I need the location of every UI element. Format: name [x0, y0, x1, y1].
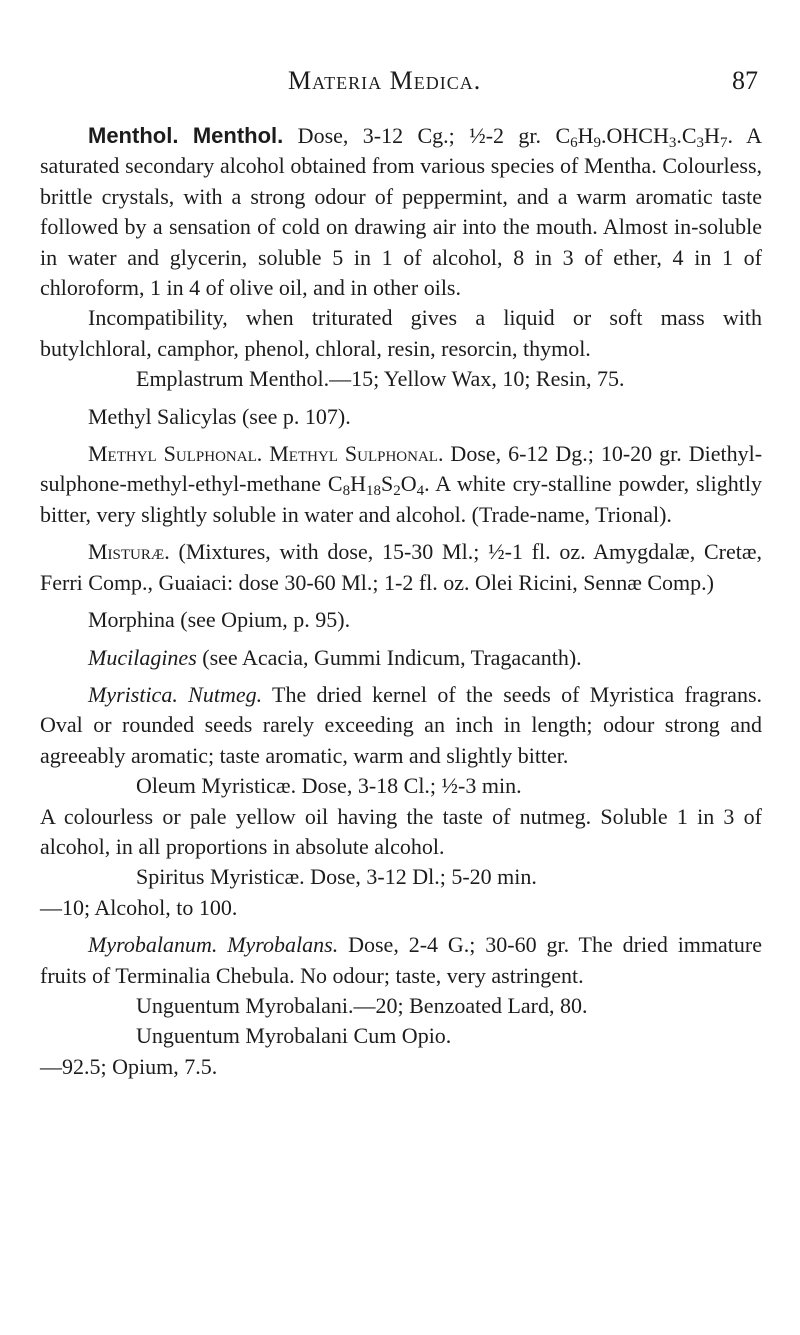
paragraph-cum-opio-composition: —92.5; Opium, 7.5. — [40, 1053, 218, 1079]
paragraph-unguentum-myrobalani: Unguentum Myrobalani.—20; Benzoated Lard, 80. — [136, 992, 588, 1018]
menthol-formula: $C_6H_9.OHCH_3.C_3H_7$ — [555, 123, 728, 151]
entry-misturae: Misturæ. (Mixtures, with dose, 15-30 Ml.; ½-1 fl. oz. Amygdalæ, Cretæ, Ferri Comp., Guaiaci: dose 30-60 Ml.; 1-2 fl. oz. Olei Ricini, Sennæ Comp.) — [40, 539, 762, 595]
paragraph-emplastrum: Emplastrum Menthol.—15; Yellow Wax, 10; Resin, 75. — [136, 366, 625, 392]
paragraph-oleum-myristicae: Oleum Myristicæ. Dose, 3-18 Cl.; ½-3 min. — [136, 773, 522, 799]
entry-menthol: Menthol. Menthol. Dose, 3-12 Cg.; ½-2 gr. $C_6H_9.OHCH_3.C_3H_7$. A saturated secondary alcohol obtained from various species of Mentha. Colourless, brittle crystals, with a strong odour of peppermint, and a warm aromatic taste followed by a sensation of cold on drawing air into the mouth. Almost in-soluble in water and glycerin, soluble 5 in 1 of alcohol, 8 in 3 of ether, 4 in 1 of chloroform, 1 in 4 of olive oil, and in other oils. — [40, 123, 763, 301]
running-title: Materia Medica. — [288, 66, 482, 95]
page-number: 87 — [732, 66, 758, 95]
entry-myrobalanum: Myrobalanum. Myrobalans. Dose, 2-4 G.; 30-60 gr. The dried immature fruits of Terminalia Chebula. No odour; taste, very astringent. — [40, 932, 762, 988]
sulphonal-formula: Diethyl-sulphone-methyl-ethyl-methane $C_8H_{18}S_2O_4$ — [40, 441, 763, 500]
paragraph-spiritus-composition: —10; Alcohol, to 100. — [40, 894, 238, 920]
paragraph-spiritus-myristicae: Spiritus Myristicæ. Dose, 3-12 Dl.; 5-20 min. — [136, 864, 537, 890]
entry-myristica: Myristica. Nutmeg. The dried kernel of the seeds of Myristica fragrans. Oval or rounded seeds rarely exceeding an inch in length; odour strong and agreeably aromatic; taste aromatic, warm and slightly bitter. — [40, 681, 763, 768]
paragraph-unguentum-cum-opio: Unguentum Myrobalani Cum Opio. — [136, 1023, 452, 1049]
entry-methyl-sulphonal: Methyl Sulphonal. Methyl Sulphonal. Dose, 6-12 Dg.; 10-20 gr. Diethyl-sulphone-methyl-ethyl-methane $C_8H_{18}S_2O_4$. A white cry-stalline powder, slightly bitter, very slightly soluble in water and alcohol. (Trade-name, Trional). — [40, 441, 763, 527]
body-text — [40, 121, 762, 1082]
page-header — [0, 66, 800, 106]
paragraph-oil-description: A colourless or pale yellow oil having the taste of nutmeg. Soluble 1 in 3 of alcohol, in all proportions in absolute alcohol. — [40, 803, 762, 859]
entry-mucilagines: Mucilagines (see Acacia, Gummi Indicum, Tragacanth). — [88, 644, 582, 670]
paragraph-incompatibility: Incompatibility, when triturated gives a liquid or soft mass with butylchloral, camphor, phenol, chloral, resin, resorcin, thymol. — [40, 305, 762, 361]
entry-methyl-salicylas: Methyl Salicylas (see p. 107). — [88, 403, 351, 429]
entry-morphina: Morphina (see Opium, p. 95). — [88, 607, 351, 633]
